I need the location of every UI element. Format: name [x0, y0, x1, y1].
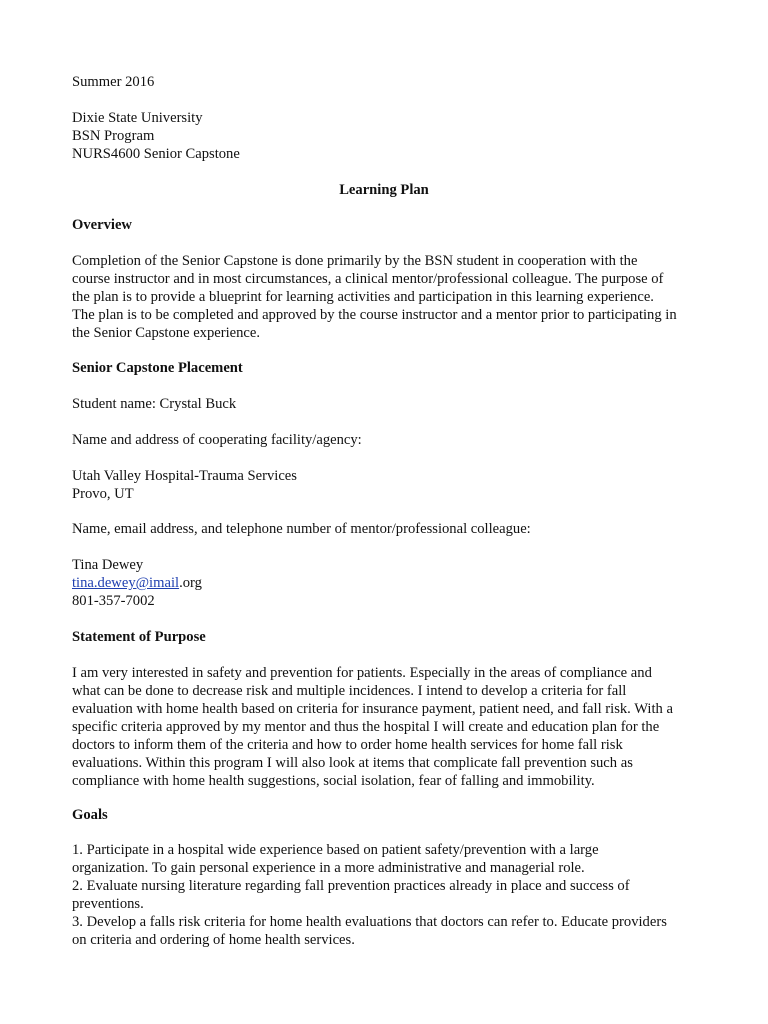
goals-heading: Goals: [72, 807, 108, 823]
term: Summer 2016: [72, 74, 155, 90]
overview-line: the Senior Capstone experience.: [72, 325, 261, 341]
goal-line: on criteria and ordering of home health services.: [72, 932, 355, 948]
overview-heading: Overview: [72, 217, 132, 233]
facility-label: Name and address of cooperating facility/agency:: [72, 432, 362, 448]
mentor-name: Tina Dewey: [72, 557, 144, 573]
facility-city: Provo, UT: [72, 486, 134, 502]
student-name: Student name: Crystal Buck: [72, 396, 237, 412]
document-title: Learning Plan: [339, 182, 429, 198]
overview-line: Completion of the Senior Capstone is done primarily by the BSN student in cooperation with the: [72, 253, 638, 269]
goal-line: 3. Develop a falls risk criteria for home health evaluations that doctors can refer to. Educate providers: [72, 914, 667, 930]
purpose-line: evaluation with home health based on criteria for insurance payment, patient need, and fall risk. With a: [72, 701, 673, 717]
overview-paragraph: [72, 252, 700, 342]
university: Dixie State University: [72, 110, 203, 126]
mentor-email-link[interactable]: tina.dewey@imail: [72, 575, 180, 591]
purpose-heading: Statement of Purpose: [72, 629, 206, 645]
facility-name: Utah Valley Hospital-Trauma Services: [72, 468, 297, 484]
purpose-line: doctors to inform them of the criteria and how to order home health services for home fall risk: [72, 737, 623, 753]
facility-address: [72, 467, 700, 503]
purpose-line: what can be done to decrease risk and multiple incidences. I intend to develop a criteria for fall: [72, 683, 627, 699]
goals-list: [72, 841, 700, 949]
program: BSN Program: [72, 128, 155, 144]
mentor-label: Name, email address, and telephone number of mentor/professional colleague:: [72, 521, 531, 537]
mentor-contact: [72, 556, 700, 610]
purpose-line: evaluations. Within this program I will also look at items that complicate fall prevention such as: [72, 755, 633, 771]
course: NURS4600 Senior Capstone: [72, 146, 240, 162]
purpose-line: compliance with home health suggestions, social isolation, fear of falling and immobility.: [72, 773, 595, 789]
goal-line: 2. Evaluate nursing literature regarding fall prevention practices already in place and success of: [72, 878, 630, 894]
overview-line: The plan is to be completed and approved by the course instructor and a mentor prior to participating in: [72, 307, 677, 323]
goal-line: organization. To gain personal experience in a more administrative and managerial role.: [72, 860, 585, 876]
purpose-line: specific criteria approved by my mentor and thus the hospital I will create and education plan for the: [72, 719, 660, 735]
mentor-phone: 801-357-7002: [72, 593, 155, 609]
goal-line: preventions.: [72, 896, 144, 912]
goal-line: 1. Participate in a hospital wide experience based on patient safety/prevention with a large: [72, 842, 599, 858]
institution-block: [72, 109, 700, 163]
placement-heading: Senior Capstone Placement: [72, 360, 243, 376]
header-block: [72, 73, 700, 91]
purpose-paragraph: [72, 664, 700, 790]
purpose-line: I am very interested in safety and prevention for patients. Especially in the areas of compliance and: [72, 665, 652, 681]
mentor-email: [72, 574, 700, 592]
overview-line: the plan is to provide a blueprint for learning activities and participation in this learning experience.: [72, 289, 654, 305]
mentor-email-suffix: .org: [179, 575, 202, 591]
overview-line: course instructor and in most circumstances, a clinical mentor/professional colleague. The purpose of: [72, 271, 664, 287]
